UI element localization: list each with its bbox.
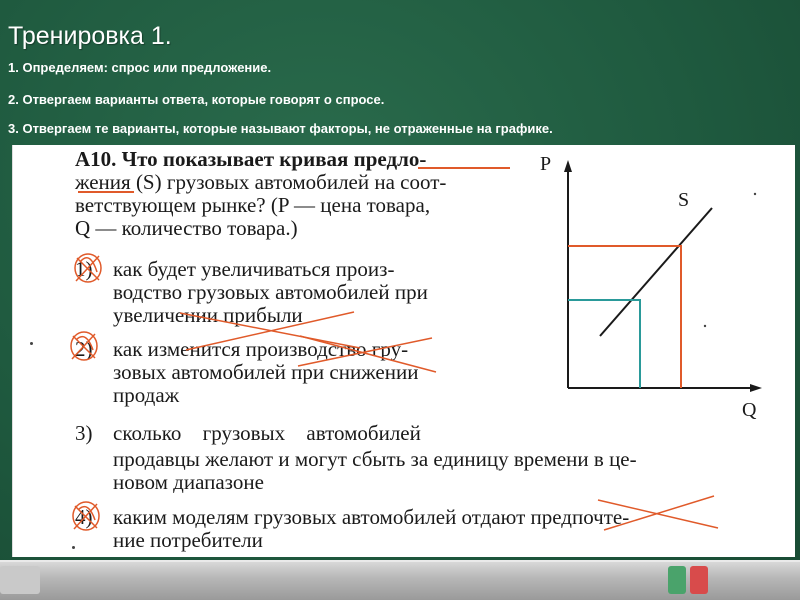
option-line: зовых автомобилей при снижении [113,360,419,384]
step-3: 3. Отвергаем те варианты, которые называют факторы, не отраженные на графике. [8,121,553,136]
y-axis-label: P [540,153,552,175]
option-line: сколько грузовых автомобилей [113,421,421,445]
stray-dot [754,193,756,195]
supply-curve [600,208,712,336]
x-axis-label: Q [742,399,757,421]
option-number: 2) [75,337,93,361]
task-line-4: Q — количество товара.) [75,216,298,240]
step-1: 1. Определяем: спрос или предложение. [8,60,272,75]
task-line-1: А10. Что показывает кривая предло- [75,147,427,171]
task-line [75,194,513,217]
option-line: увеличении прибыли [113,303,303,327]
tray-chalk-piece [0,566,40,594]
option-text [113,506,800,552]
option-line: как изменится производство гру- [113,337,409,361]
option-text-continued [113,448,637,494]
task-line [75,148,513,171]
task-line [75,217,513,240]
task-line [75,171,513,194]
red-projection [568,246,681,388]
slide-header [8,22,798,51]
x-axis-arrow [750,384,762,392]
stray-dot [704,325,706,327]
teal-projection [568,300,640,388]
option-line: каким моделям грузовых автомобилей отдают предпочте- [113,505,630,529]
tray-chalk-piece [668,566,686,594]
option-line: водство грузовых автомобилей при [113,280,428,304]
option-line: продаж [113,383,180,407]
option-number: 3) [75,421,93,445]
tray-chalk-piece [690,566,708,594]
option-line: новом диапазоне [113,470,264,494]
option-number: 4) [75,505,93,529]
option-number: 1) [75,257,93,281]
stray-dot [30,342,33,345]
option-line: как будет увеличиваться произ- [113,257,395,281]
task-question [75,148,513,240]
step-2: 2. Отвергаем варианты ответа, которые говорят о спросе. [8,92,385,107]
curve-label: S [678,189,690,211]
stray-dot [72,546,75,549]
supply-graph [530,150,770,440]
task-line-2: жения (S) грузовых автомобилей на соот- [75,170,447,194]
task-line-3: ветствующем рынке? (P — цена товара, [75,193,431,217]
slide-title: Тренировка 1. [8,22,172,50]
option-line: ние потребители [113,528,263,552]
y-axis-arrow [564,160,572,172]
option-line: продавцы желают и могут сбыть за единицу времени в це- [113,447,637,471]
